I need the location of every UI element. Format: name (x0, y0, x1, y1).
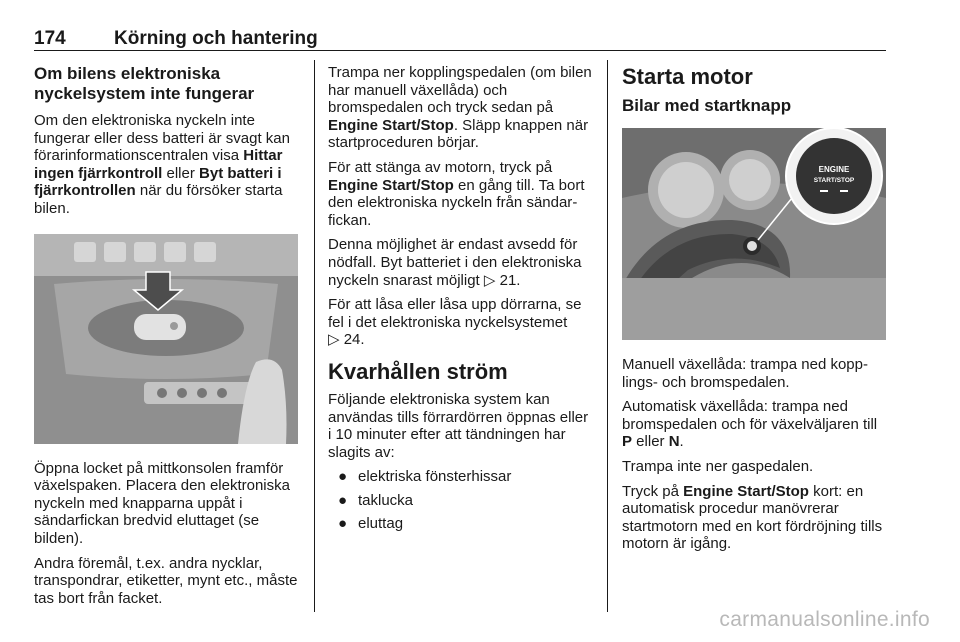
page-reference-icon: ▷ (483, 271, 496, 289)
heading-line-2: nyckelsystem inte fungerar (34, 84, 255, 103)
gear-position: N (668, 433, 680, 451)
retained-power-list (328, 468, 594, 533)
text: . Släpp knappen när startproceduren börjar. (328, 116, 589, 152)
paragraph: Följande elektroniska system kan användas tills förrardörren öppnas eller i 10 minuter efter att tändningen har slagits av: (328, 390, 589, 461)
paragraph (622, 483, 890, 553)
paragraph (328, 296, 594, 349)
paragraph (328, 64, 594, 152)
paragraph: Andra föremål, t.ex. andra nycklar, transpondrar, etiketter, mynt etc., måste tas bort från facket. (34, 554, 298, 607)
paragraph: Trampa inte ner gaspedalen. (622, 457, 814, 475)
text: Automatisk växellåda: trampa ned bromspedalen och för växelväljaren till (622, 398, 878, 433)
button-name: Engine Start/Stop (328, 176, 454, 194)
paragraph (622, 398, 890, 451)
column-1 (34, 64, 300, 614)
bullet-icon: ● (338, 491, 348, 509)
key-fob (134, 314, 186, 340)
subheading-start-button: Bilar med startknapp (622, 96, 792, 115)
console-key-pocket-image (34, 234, 298, 444)
text: Om den elektroniska nyckeln inte fungerar eller dess batteri är svagt kan förarinformationscentralen visa (34, 112, 290, 165)
paragraph: Manuell växellåda: trampa ned kopplings- och bromspedalen. (622, 356, 868, 391)
column-divider-2 (607, 60, 608, 612)
message-text: Byt batteri i fjärrkontrollen (34, 164, 282, 200)
text: när du försöker starta bilen. (34, 182, 283, 217)
list-item-text: taklucka (358, 491, 414, 509)
button-label: ENGINE (818, 165, 850, 174)
dashboard-illustration (622, 128, 886, 340)
section-heading-key-failure (34, 64, 300, 104)
button-name: Engine Start/Stop (328, 116, 454, 134)
list-item (328, 515, 594, 533)
page-reference[interactable]: 21. (499, 271, 521, 289)
text: För att stänga av motorn, tryck på (328, 158, 553, 176)
text: en gång till. Ta bort den elektroniska nyckeln från sändarfickan. (328, 176, 585, 229)
column-divider-1 (314, 60, 315, 612)
start-button-image (622, 128, 886, 340)
text: För att låsa eller låsa upp dörrarna, se fel i det elektroniska nyckelsystemet (328, 296, 582, 331)
message-text: Hittar ingen fjärrkontroll (34, 147, 283, 182)
page-number: 174 (34, 28, 66, 49)
column-2 (328, 64, 594, 539)
paragraph (34, 112, 300, 218)
text: Trampa ner kopplingspedalen (om bilen har manuell växellåda) och bromspedalen och tryck sedan på (328, 64, 592, 117)
console-illustration (34, 234, 298, 444)
chapter-title: Körning och hantering (114, 28, 318, 49)
section-title-start-engine: Starta motor (622, 64, 753, 89)
column-3 (622, 64, 890, 560)
text: eller (162, 164, 200, 182)
page-header (34, 28, 886, 50)
paragraph: Öppna locket på mittkonsolen framför växelspaken. Placera den elektroniska nyckeln med knapparna uppåt i sändarfickan bredvid eluttaget (se bilden). (34, 459, 290, 547)
text: eller (632, 433, 669, 451)
engine-start-stop-icon (796, 138, 872, 214)
header-rule (34, 50, 886, 51)
watermark: carmanualsonline.info (719, 608, 930, 631)
page-reference-icon: ▷ (328, 331, 340, 349)
button-name: Engine Start/Stop (683, 482, 809, 500)
list-item (328, 492, 594, 510)
section-title-retained-power: Kvarhållen ström (328, 358, 508, 384)
text: . (679, 433, 684, 451)
gear-position: P (622, 433, 633, 451)
list-item-text: elektriska fönsterhissar (358, 468, 512, 486)
text: Tryck på (622, 482, 684, 500)
page-reference[interactable]: 24. (343, 331, 365, 349)
bullet-icon: ● (338, 515, 348, 533)
text: kort: en automatisk procedur manövrerar startmotorn med en kort fördröjning tills motorn är igång. (622, 482, 883, 553)
list-item-text: eluttag (358, 515, 404, 533)
heading-line-1: Om bilens elektroniska (34, 64, 221, 83)
button-label: START/STOP (813, 177, 855, 184)
text: Denna möjlighet är endast avsedd för nödfall. Byt batteriet i den elektroniska nyckeln snarast möjligt (328, 236, 582, 289)
paragraph (328, 159, 594, 229)
bullet-icon: ● (338, 468, 348, 486)
paragraph (328, 236, 594, 289)
list-item (328, 468, 594, 486)
